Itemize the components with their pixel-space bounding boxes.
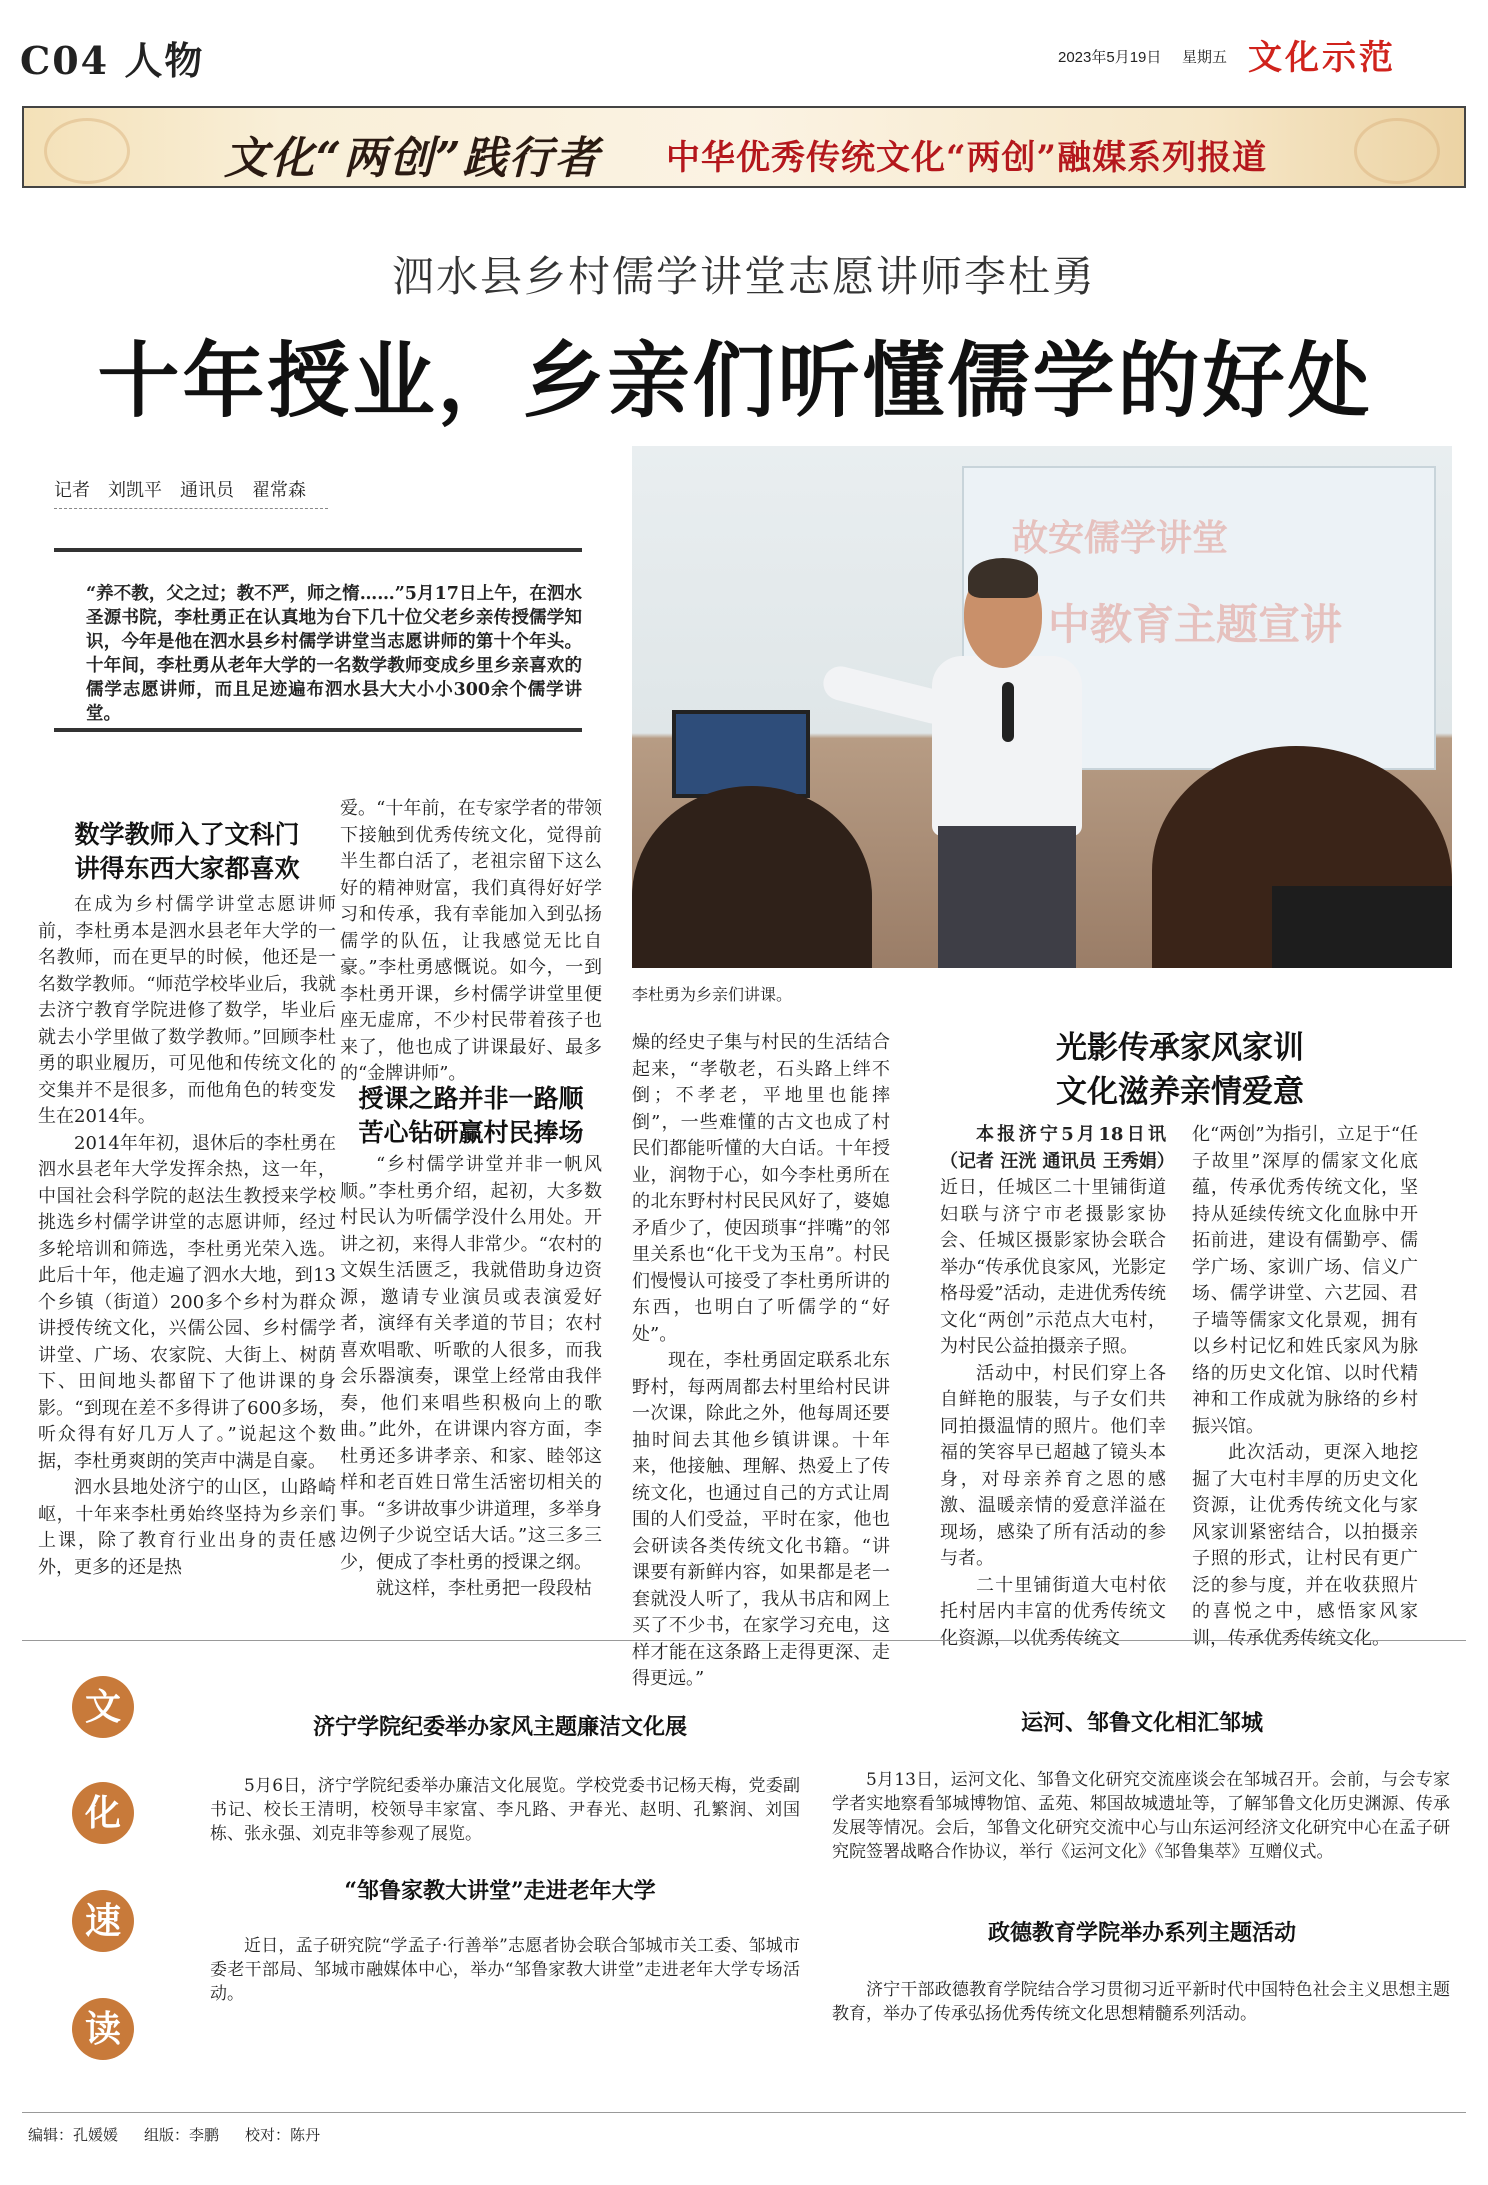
banner-series-name: 文化“两创”践行者 xyxy=(224,133,601,184)
page-code: C04 人物 xyxy=(20,38,205,83)
article-photo xyxy=(632,446,1452,968)
paragraph: 此次活动，更深入地挖掘了大屯村丰厚的历史文化资源，让优秀传统文化与家风家训紧密结合，以拍摄亲子照的形式，让村民有更广泛的参与度，并在收获照片的喜悦之中，感悟家风家训，传承优秀传统文化。 xyxy=(1192,1442,1418,1649)
quick-read-label-char: 文 xyxy=(72,1676,134,1738)
paragraph: 在成为乡村儒学讲堂志愿讲师前，李杜勇本是泗水县老年大学的一名教师，而在更早的时候，他还是一名数学教师。“师范学校毕业后，我就去济宁教育学院进修了数学，毕业后就去小学里做了数学教师。”回顾李杜勇的职业履历，可见他和传统文化的交集并不是很多，而他角色的转变发生在2014年。 xyxy=(38,894,336,1127)
article-title: 十年授业，乡亲们听懂儒学的好处 xyxy=(97,333,1373,429)
lede-rule-top xyxy=(54,548,582,552)
paragraph: 济宁干部政德教育学院结合学习贯彻习近平新时代中国特色社会主义思想主题教育，举办了传承弘扬优秀传统文化思想精髓系列活动。 xyxy=(832,1980,1450,2024)
article-column-2-top xyxy=(340,796,602,1088)
quick-read-label-char: 化 xyxy=(72,1782,134,1844)
footer-editor: 编辑：孔媛媛 xyxy=(28,2127,119,2144)
footer-proof: 校对：陈丹 xyxy=(245,2127,321,2144)
section-heading: 数学教师入了文科门 讲得东西大家都喜欢 xyxy=(74,820,300,883)
footer-credits xyxy=(28,2124,346,2145)
banner-swirl-decoration xyxy=(44,118,130,184)
article-subtitle: 泗水县乡村儒学讲堂志愿讲师李杜勇 xyxy=(391,252,1096,301)
quick-read-label-char: 读 xyxy=(72,1998,134,2060)
paragraph: 就这样，李杜勇把一段段枯 xyxy=(376,1578,592,1599)
paragraph: 近日，孟子研究院“学孟子·行善举”志愿者协会联合邹城市关工委、邹城市委老干部局、邹城市融媒体中心，举办“邹鲁家教大讲堂”走进老年大学专场活动。 xyxy=(210,1936,800,2004)
byline-divider xyxy=(54,508,328,509)
photo-caption: 李杜勇为乡亲们讲课。 xyxy=(632,985,793,1004)
byline-role: 通讯员 xyxy=(180,480,234,500)
paragraph: 爱。“十年前，在专家学者的带领下接触到优秀传统文化，觉得前半生都白活了，老祖宗留下这么好的精神财富，我们真得好好学习和传承，我有幸能加入到弘扬儒学的队伍，让我感觉无比自豪。”李杜勇感慨说。如今，一到李杜勇开课，乡村儒学讲堂里便座无虚席，不少村民带着孩子也来了，他也成了讲课最好、最多的“金牌讲师”。 xyxy=(340,798,602,1084)
footer-layout: 组版：李鹏 xyxy=(144,2127,220,2144)
news-brief-title: 运河、邹鲁文化相汇邹城 xyxy=(1020,1710,1263,1736)
article-lede: “养不教，父之过；教不严，师之惰……”5月17日上午，在泗水圣源书院，李杜勇正在认真地为台下几十位父老乡亲传授儒学知识，今年是他在泗水县乡村儒学讲堂当志愿讲师的第十个年头。十年间，李杜勇从老年大学的一名数学教师变成乡里乡亲喜欢的儒学志愿讲师，而且足迹遍布泗水县大大小小300余个儒学讲堂。 xyxy=(86,584,582,724)
photo-monitor xyxy=(672,710,810,798)
news-brief-title: 济宁学院纪委举办家风主题廉洁文化展 xyxy=(312,1714,687,1740)
photo-screen-text: 中教育主题宣讲 xyxy=(1048,600,1343,649)
side-story-heading: 光影传承家风家训 文化滋养亲情爱意 xyxy=(1056,1030,1304,1110)
photo-microphone xyxy=(1002,682,1014,742)
news-brief-title: “邹鲁家教大讲堂”走进老年大学 xyxy=(344,1878,656,1904)
paragraph: 泗水县地处济宁的山区，山路崎岖，十年来李杜勇始终坚持为乡亲们上课，除了教育行业出身的责任感外，更多的还是热 xyxy=(38,1477,336,1578)
paragraph: 化“两创”为指引，立足于“任子故里”深厚的儒家文化底蕴，传承优秀传统文化，坚持从延续传统文化血脉中开拓前进，建设有儒勤亭、儒学广场、家训广场、信义广场、儒学讲堂、六艺园、君子墙等儒家文化景观，拥有以乡村记忆和姓氏家风为脉络的历史文化馆、以时代精神和工作成就为脉络的乡村振兴馆。 xyxy=(1192,1124,1418,1437)
news-brief-title: 政德教育学院举办系列主题活动 xyxy=(987,1920,1296,1946)
paragraph: 2014年年初，退休后的李杜勇在泗水县老年大学发挥余热，这一年，中国社会科学院的赵法生教授来学校挑选乡村儒学讲堂的志愿讲师，经过多轮培训和筛选，李杜勇光荣入选。此后十年，他走遍了泗水大地，到13个乡镇（街道）200多个乡村为群众讲授传统文化，兴儒公园、乡村儒学讲堂、广场、农家院、大街上、树荫下、田间地头都留下了他讲课的身影。“到现在差不多得讲了600多场，听众得有好几万人了。”说起这个数据，李杜勇爽朗的笑声中满是自豪。 xyxy=(38,1132,336,1472)
masthead-logo: 文化示范 xyxy=(1248,38,1396,78)
paragraph: “乡村儒学讲堂并非一帆风顺。”李杜勇介绍，起初，大多数村民认为听儒学没什么用处。开讲之初，来得人非常少。“农村的文娱生活匮乏，我就借助身边资源，邀请专业演员或表演爱好者，演绎有关孝道的节目；农村喜欢唱歌、听歌的人很多，而我会乐器演奏，课堂上经常由我伴奏，他们来唱些积极向上的歌曲。”此外，在讲课内容方面，李杜勇还多讲孝亲、和家、睦邻这样和老百姓日常生活密切相关的事。“多讲故事少讲道理，多举身边例子少说空话大话。”这三多三少，便成了李杜勇的授课之纲。 xyxy=(340,1154,602,1573)
banner-series-subtitle: 中华优秀传统文化“两创”融媒系列报道 xyxy=(666,138,1268,178)
photo-screen-text: 故安儒学讲堂 xyxy=(1012,517,1229,559)
article-column-1 xyxy=(38,892,336,1581)
banner-swirl-decoration xyxy=(1354,118,1440,184)
side-story-column-2 xyxy=(1192,1122,1418,1652)
news-brief-body xyxy=(832,1768,1450,1864)
byline-name: 翟常森 xyxy=(252,480,306,500)
section-divider xyxy=(22,1640,1466,1641)
news-brief-body xyxy=(210,1934,800,2006)
news-brief-body xyxy=(210,1774,800,1846)
article-column-3 xyxy=(632,1030,890,1693)
byline-role: 记者 xyxy=(54,480,90,500)
byline xyxy=(54,476,324,502)
byline-name: 刘凯平 xyxy=(108,480,162,500)
footer-divider xyxy=(22,2112,1466,2113)
paragraph: 活动中，村民们穿上各自鲜艳的服装，与子女们共同拍摄温情的照片。他们幸福的笑容早已超越了镜头本身，对母亲养育之恩的感激、温暖亲情的爱意洋溢在现场，感染了所有活动的参与者。 xyxy=(940,1362,1166,1569)
quick-read-label-char: 速 xyxy=(72,1890,134,1952)
issue-date: 2023年5月19日 xyxy=(1058,49,1162,66)
side-story-column-1 xyxy=(940,1122,1175,1652)
article-column-2-bottom xyxy=(340,1152,602,1603)
photo-audience-shoulder xyxy=(1272,886,1452,968)
photo-speaker-pants xyxy=(938,826,1076,968)
side-story-dateline: 本报济宁5月18日讯（记者 汪洸 通讯员 王秀娟） xyxy=(940,1124,1175,1172)
paragraph: 现在，李杜勇固定联系北东野村，每两周都去村里给村民讲一次课，除此之外，他每周还要抽时间去其他乡镇讲课。十年来，他接触、理解、热爱上了传统文化，也通过自己的方式让周围的人们受益，平时在家，他也会研读各类传统文化书籍。“讲课要有新鲜内容，如果都是老一套就没人听了，我从书店和网上买了不少书，在家学习充电，这样才能在这条路上走得更深、走得更远。” xyxy=(632,1350,890,1689)
paragraph: 近日，任城区二十里铺街道妇联与济宁市老摄影家协会、任城区摄影家协会联合举办“传承优良家风，光影定格母爱”活动，走进优秀传统文化“两创”示范点大屯村，为村民公益拍摄亲子照。 xyxy=(940,1177,1166,1357)
lede-rule-bottom xyxy=(54,728,582,732)
photo-speaker-hair xyxy=(968,558,1038,598)
news-brief-body xyxy=(832,1978,1450,2026)
series-banner xyxy=(22,106,1466,188)
paragraph: 5月6日，济宁学院纪委举办廉洁文化展览。学校党委书记杨天梅，党委副书记、校长王清明，校领导丰家富、李凡路、尹春光、赵明、孔繁润、刘国栋、张永强、刘克非等参观了展览。 xyxy=(210,1776,800,1844)
issue-weekday: 星期五 xyxy=(1182,49,1228,66)
paragraph: 二十里铺街道大屯村依托村居内丰富的优秀传统文化资源，以优秀传统文 xyxy=(940,1574,1166,1649)
section-heading: 授课之路并非一路顺 苦心钻研赢村民捧场 xyxy=(358,1084,584,1147)
paragraph: 5月13日，运河文化、邹鲁文化研究交流座谈会在邹城召开。会前，与会专家学者实地察看邹城博物馆、孟苑、邾国故城遗址等，了解邹鲁文化历史渊源、传承发展等情况。会后，邹鲁文化研究交流中心与山东运河经济文化研究中心在孟子研究院签署战略合作协议，举行《运河文化》《邹鲁集萃》互赠仪式。 xyxy=(832,1770,1450,1862)
paragraph: 燥的经史子集与村民的生活结合起来，“孝敬老，石头路上绊不倒；不孝老，平地里也能摔倒”，一些难懂的古文也成了村民们都能听懂的大白话。十年授业，润物于心，如今李杜勇所在的北东野村村民民风好了，婆媳矛盾少了，使因琐事“拌嘴”的邻里关系也“化干戈为玉帛”。村民们慢慢认可接受了李杜勇所讲的东西，也明白了听儒学的“好处”。 xyxy=(632,1032,890,1345)
